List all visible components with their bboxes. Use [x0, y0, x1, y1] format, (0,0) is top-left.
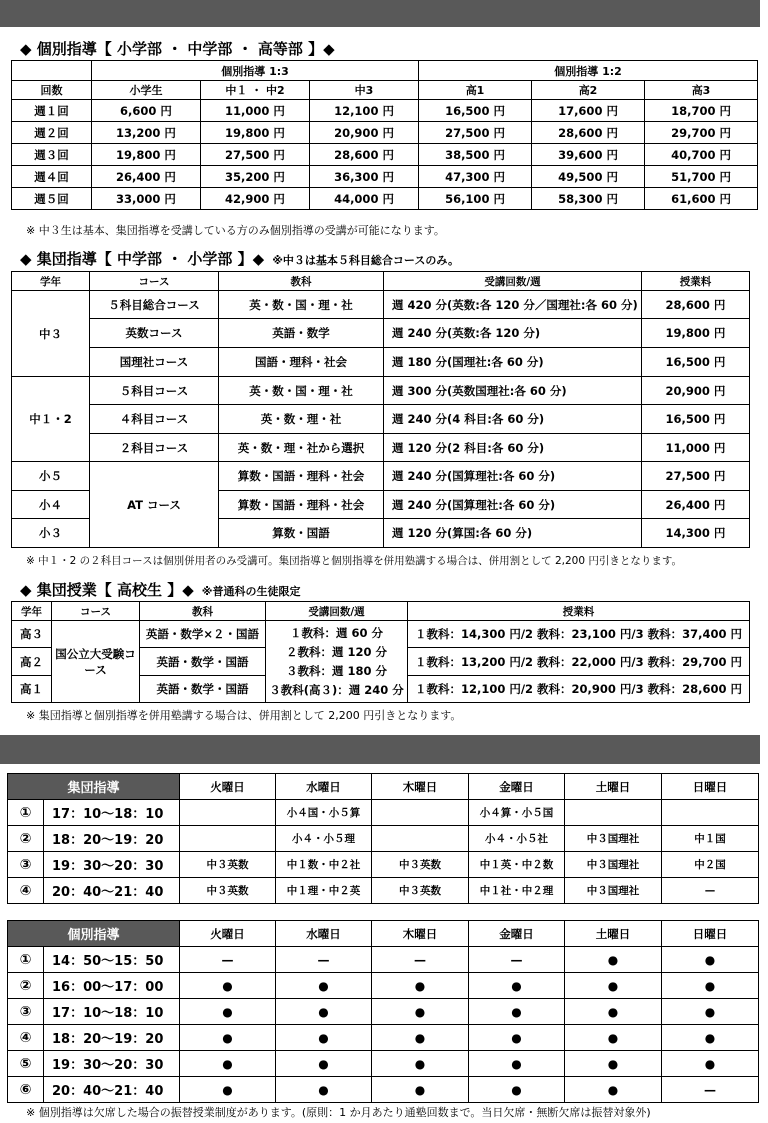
table-row: 週１回 6,600 円 11,000 円 12,100 円 16,500 円 17,600 円 18,700 円	[12, 100, 758, 122]
day-header: 木曜日	[372, 774, 469, 800]
highschool-frequency-cell: １教科：週 60 分 ２教科：週 120 分 ３教科：週 180 分 ３教科(高３)：週 240 分	[266, 621, 408, 703]
table-row: ⑥ 20：40〜21：40 ● ● ● ● ● —	[8, 1077, 759, 1103]
grade-cell: 中１・2	[12, 377, 90, 462]
table-row: ① 14：50〜15：50 — — — — ● ●	[8, 947, 759, 973]
grade-cell: 中３	[12, 291, 90, 377]
group-section-title: ◆ 集団指導【 中学部 ・ 小学部 】◆ ※中３は基本５科目総合コースのみ。	[20, 250, 459, 268]
middle-banner	[0, 735, 760, 764]
col-header: 教科	[219, 272, 384, 291]
grade-cell: 小３	[12, 519, 90, 548]
highschool-price-table	[11, 601, 750, 703]
col-header: 高2	[532, 81, 645, 100]
highschool-course-cell: 国公立大受験コース	[52, 621, 140, 703]
table-row: ４科目コース 英・数・理・社 週 240 分(4 科目:各 60 分) 16,500 円	[12, 405, 750, 434]
table-row: 週２回 13,200 円 19,800 円 20,900 円 27,500 円 28,600 円 29,700 円	[12, 122, 758, 144]
at-course-cell: AT コース	[90, 462, 219, 548]
individual-section-title: ◆ 個別指導【 小学部 ・ 中学部 ・ 高等部 】◆	[20, 40, 335, 58]
col-header: 学年	[12, 602, 52, 621]
individual-price-table	[11, 60, 758, 210]
col-header: 教科	[140, 602, 266, 621]
day-header: 日曜日	[662, 774, 759, 800]
group-price-table	[11, 271, 750, 548]
table-row: ③ 19：30〜20：30 中３英数 中１数・中２社 中３英数 中１英・中２数 中３国理社 中２国	[8, 852, 759, 878]
highschool-section-subnote: ※普通科の生徒限定	[201, 585, 301, 598]
table-row: ２科目コース 英・数・理・社から選択 週 120 分(2 科目:各 60 分) 11,000 円	[12, 434, 750, 462]
table-row: 英数コース 英語・数学 週 240 分(英数:各 120 分) 19,800 円	[12, 319, 750, 348]
col-header: 高1	[419, 81, 532, 100]
group-section-subnote: ※中３は基本５科目総合コースのみ。	[272, 254, 459, 267]
col-header: 小学生	[92, 81, 201, 100]
table-header-row	[12, 602, 750, 621]
schedule-note: ※ 個別指導は欠席した場合の振替授業制度があります。(原則：1 か月あたり通塾回数まで。当日欠席・無断欠席は振替対象外)	[26, 1106, 651, 1119]
col-header: 中１ ・ 中2	[201, 81, 310, 100]
day-header: 水曜日	[276, 774, 372, 800]
group-schedule-table	[7, 773, 759, 904]
table-row: ② 18：20〜19：20 小４・小５理 小４・小５社 中３国理社 中１国	[8, 826, 759, 852]
day-header: 金曜日	[469, 921, 565, 947]
grade-cell: 小５	[12, 462, 90, 491]
top-banner	[0, 0, 760, 27]
day-header: 土曜日	[565, 774, 662, 800]
table-row: 小４ 算数・国語・理科・社会 週 240 分(国算理社:各 60 分) 26,400 円	[12, 491, 750, 519]
table-row: 中１・2 ５科目コース 英・数・国・理・社 週 300 分(英数国理社:各 60 分) 20,900 円	[12, 377, 750, 405]
day-header: 木曜日	[372, 921, 469, 947]
col-header: 授業料	[408, 602, 750, 621]
schedule-title: 集団指導	[8, 774, 180, 800]
table-row: ① 17：10〜18：10 小４国・小５算 小４算・小５国	[8, 800, 759, 826]
schedule-title: 個別指導	[8, 921, 180, 947]
day-header: 金曜日	[469, 774, 565, 800]
table-row: 国理社コース 国語・理科・社会 週 180 分(国理社:各 60 分) 16,500 円	[12, 348, 750, 377]
table-row: 小３ 算数・国語 週 120 分(算国:各 60 分) 14,300 円	[12, 519, 750, 548]
table-row: 高１ 英語・数学・国語 １教科：12,100 円/2 教科：20,900 円/3 教科：28,600 円	[12, 676, 750, 703]
individual-note: ※ 中３生は基本、集団指導を受講している方のみ個別指導の受講が可能になります。	[26, 224, 445, 237]
col-header: 授業料	[642, 272, 750, 291]
table-header-row	[12, 81, 758, 100]
table-row: ④ 18：20〜19：20 ● ● ● ● ● ●	[8, 1025, 759, 1051]
highschool-note: ※ 集団指導と個別指導を併用塾講する場合は、併用割として 2,200 円引きとなります。	[26, 709, 462, 722]
group-note: ※ 中１・2 の２科目コースは個別併用者のみ受講可。集団指導と個別指導を併用塾講する場合は、併用割として 2,200 円引きとなります。	[26, 555, 683, 567]
col-header: 受講回数/週	[266, 602, 408, 621]
table-row: 週３回 19,800 円 27,500 円 28,600 円 38,500 円 39,600 円 40,700 円	[12, 144, 758, 166]
grade-cell: 小４	[12, 491, 90, 519]
table-header-row	[12, 272, 750, 291]
table-row: ④ 20：40〜21：40 中３英数 中１理・中２英 中３英数 中１社・中２理 中３国理社 —	[8, 878, 759, 904]
table-row: ② 16：00〜17：00 ● ● ● ● ● ●	[8, 973, 759, 999]
col-header: 回数	[12, 81, 92, 100]
table-row: 高２ 英語・数学・国語 １教科：13,200 円/2 教科：22,000 円/3 教科：29,700 円	[12, 648, 750, 676]
table-row: ⑤ 19：30〜20：30 ● ● ● ● ● ●	[8, 1051, 759, 1077]
day-header: 火曜日	[180, 774, 276, 800]
day-header: 土曜日	[565, 921, 662, 947]
col-header: 高3	[645, 81, 758, 100]
individual-schedule-table	[7, 920, 759, 1103]
table-row: 週５回 33,000 円 42,900 円 44,000 円 56,100 円 58,300 円 61,600 円	[12, 188, 758, 210]
col-header: コース	[52, 602, 140, 621]
table-header-row	[8, 774, 759, 800]
day-header: 水曜日	[276, 921, 372, 947]
table-header-row	[8, 921, 759, 947]
col-header: コース	[90, 272, 219, 291]
day-header: 日曜日	[662, 921, 759, 947]
highschool-section-title: ◆ 集団授業【 高校生 】◆ ※普通科の生徒限定	[20, 581, 301, 599]
col-header: 中3	[310, 81, 419, 100]
table-row: 週４回 26,400 円 35,200 円 36,300 円 47,300 円 49,500 円 51,700 円	[12, 166, 758, 188]
group-header-1to2: 個別指導 1:2	[419, 61, 758, 81]
group-header-1to3: 個別指導 1:3	[92, 61, 419, 81]
table-row: 中３ ５科目総合コース 英・数・国・理・社 週 420 分(英数:各 120 分／国理社:各 60 分) 28,600 円	[12, 291, 750, 319]
table-row: 小５ AT コース 算数・国語・理科・社会 週 240 分(国算理社:各 60 分) 27,500 円	[12, 462, 750, 491]
table-row: ③ 17：10〜18：10 ● ● ● ● ● ●	[8, 999, 759, 1025]
table-row: 高３ 国公立大受験コース 英語・数学×２・国語 １教科：週 60 分 ２教科：週 120 分 ３教科：週 180 分 ３教科(高３)：週 240 分 １教科：14,300 円/2 教科：23,100 円/3 教科：37,400 円	[12, 621, 750, 648]
col-header: 学年	[12, 272, 90, 291]
col-header: 受講回数/週	[384, 272, 642, 291]
day-header: 火曜日	[180, 921, 276, 947]
